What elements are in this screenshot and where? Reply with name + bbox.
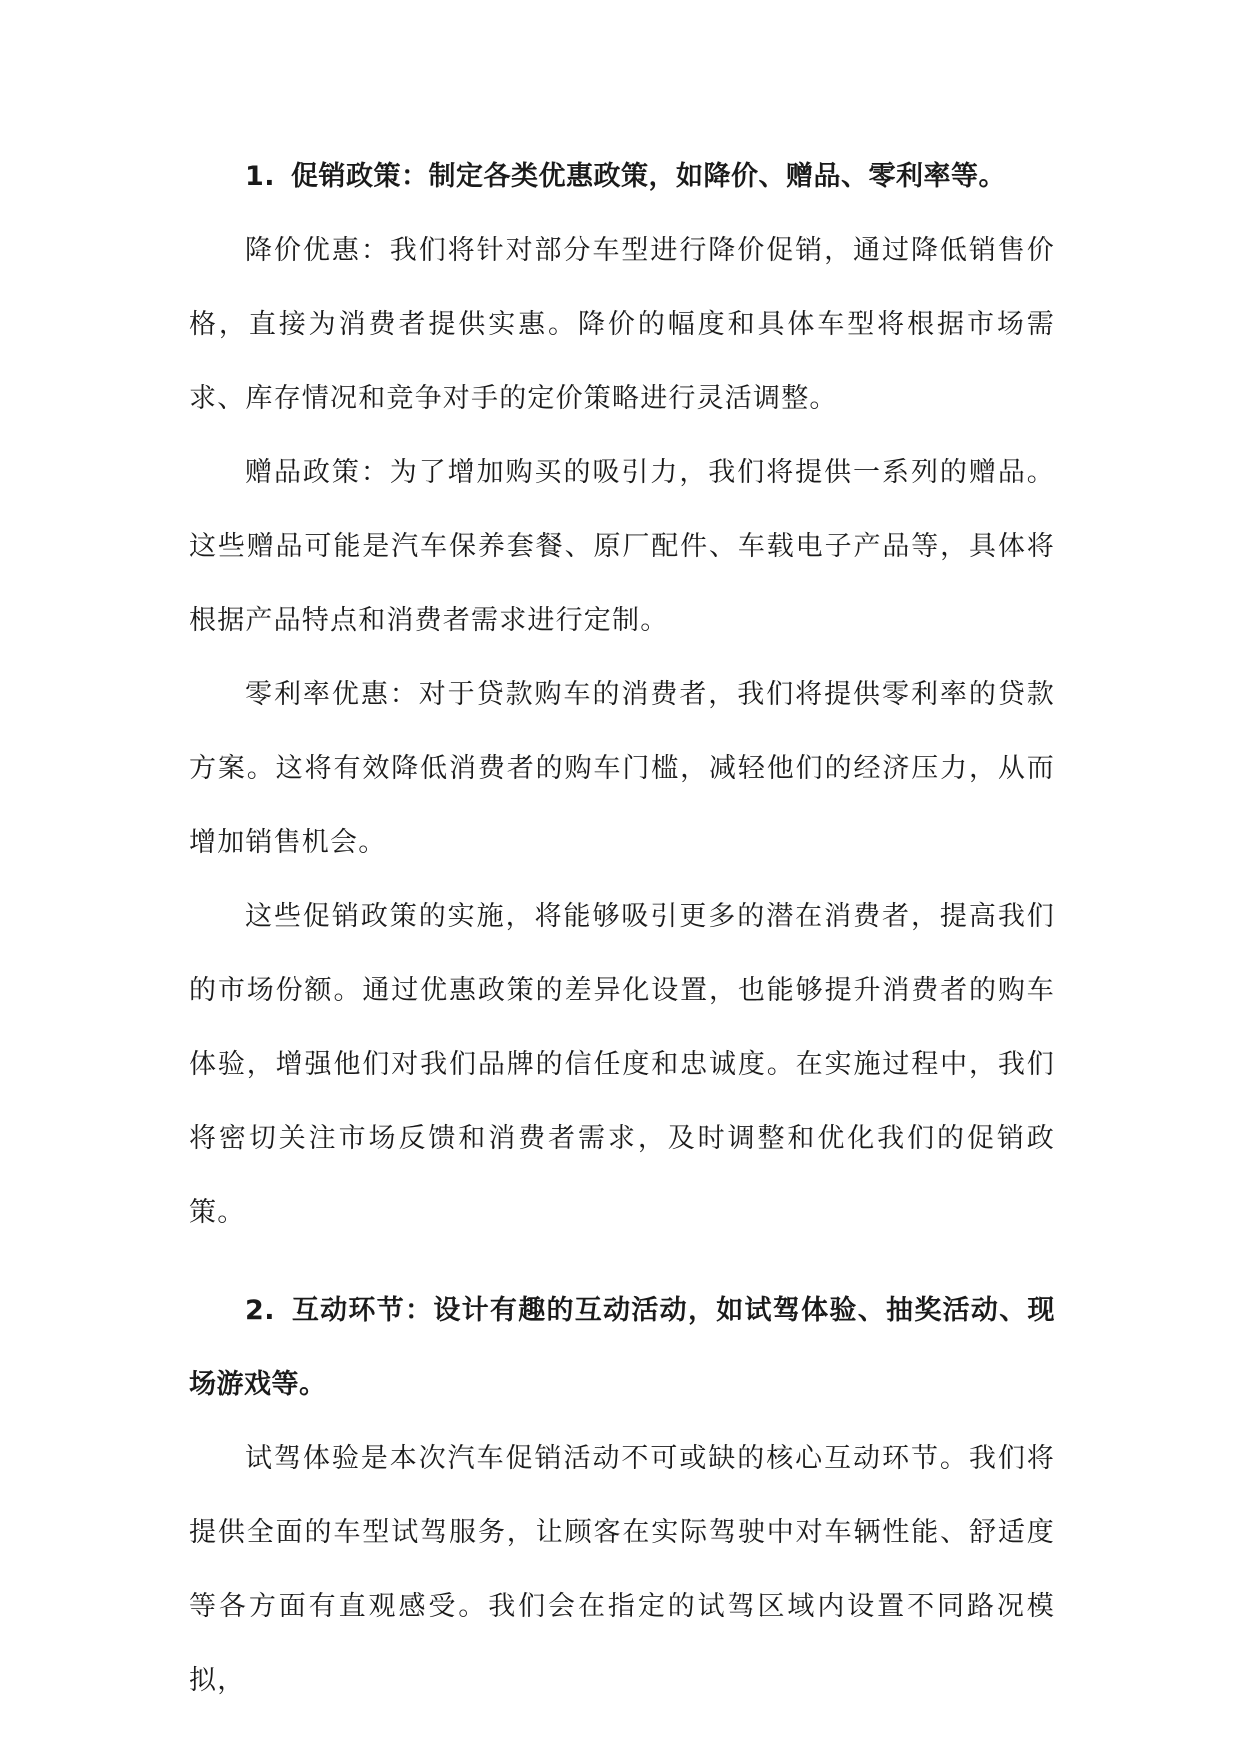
document-page	[189, 140, 1055, 1718]
section-heading-interaction	[189, 1274, 1055, 1422]
section-heading-promotion-policy	[189, 140, 1055, 214]
section-heading-text: 互动环节：设计有趣的互动活动，如试驾体验、抽奖活动、现场游戏等。	[189, 1295, 1055, 1400]
section-heading-text: 促销政策：制定各类优惠政策，如降价、赠品、零利率等。	[291, 161, 1007, 192]
paragraph-price-reduction: 降价优惠：我们将针对部分车型进行降价促销，通过降低销售价格，直接为消费者提供实惠。降价的幅度和具体车型将根据市场需求、库存情况和竞争对手的定价策略进行灵活调整。	[189, 235, 1055, 414]
section-number: 2.	[245, 1295, 276, 1326]
paragraph-policy-summary: 这些促销政策的实施，将能够吸引更多的潜在消费者，提高我们的市场份额。通过优惠政策的差异化设置，也能够提升消费者的购车体验，增强他们对我们品牌的信任度和忠诚度。在实施过程中，我们将密切关注市场反馈和消费者需求，及时调整和优化我们的促销政策。	[189, 901, 1055, 1228]
paragraph-test-drive: 试驾体验是本次汽车促销活动不可或缺的核心互动环节。我们将提供全面的车型试驾服务，让顾客在实际驾驶中对车辆性能、舒适度等各方面有直观感受。我们会在指定的试驾区域内设置不同路况模拟，	[189, 1443, 1055, 1696]
section-number: 1.	[245, 161, 276, 192]
paragraph-gift-policy: 赠品政策：为了增加购买的吸引力，我们将提供一系列的赠品。这些赠品可能是汽车保养套餐、原厂配件、车载电子产品等，具体将根据产品特点和消费者需求进行定制。	[189, 457, 1055, 636]
paragraph-zero-interest: 零利率优惠：对于贷款购车的消费者，我们将提供零利率的贷款方案。这将有效降低消费者的购车门槛，减轻他们的经济压力，从而增加销售机会。	[189, 679, 1055, 858]
